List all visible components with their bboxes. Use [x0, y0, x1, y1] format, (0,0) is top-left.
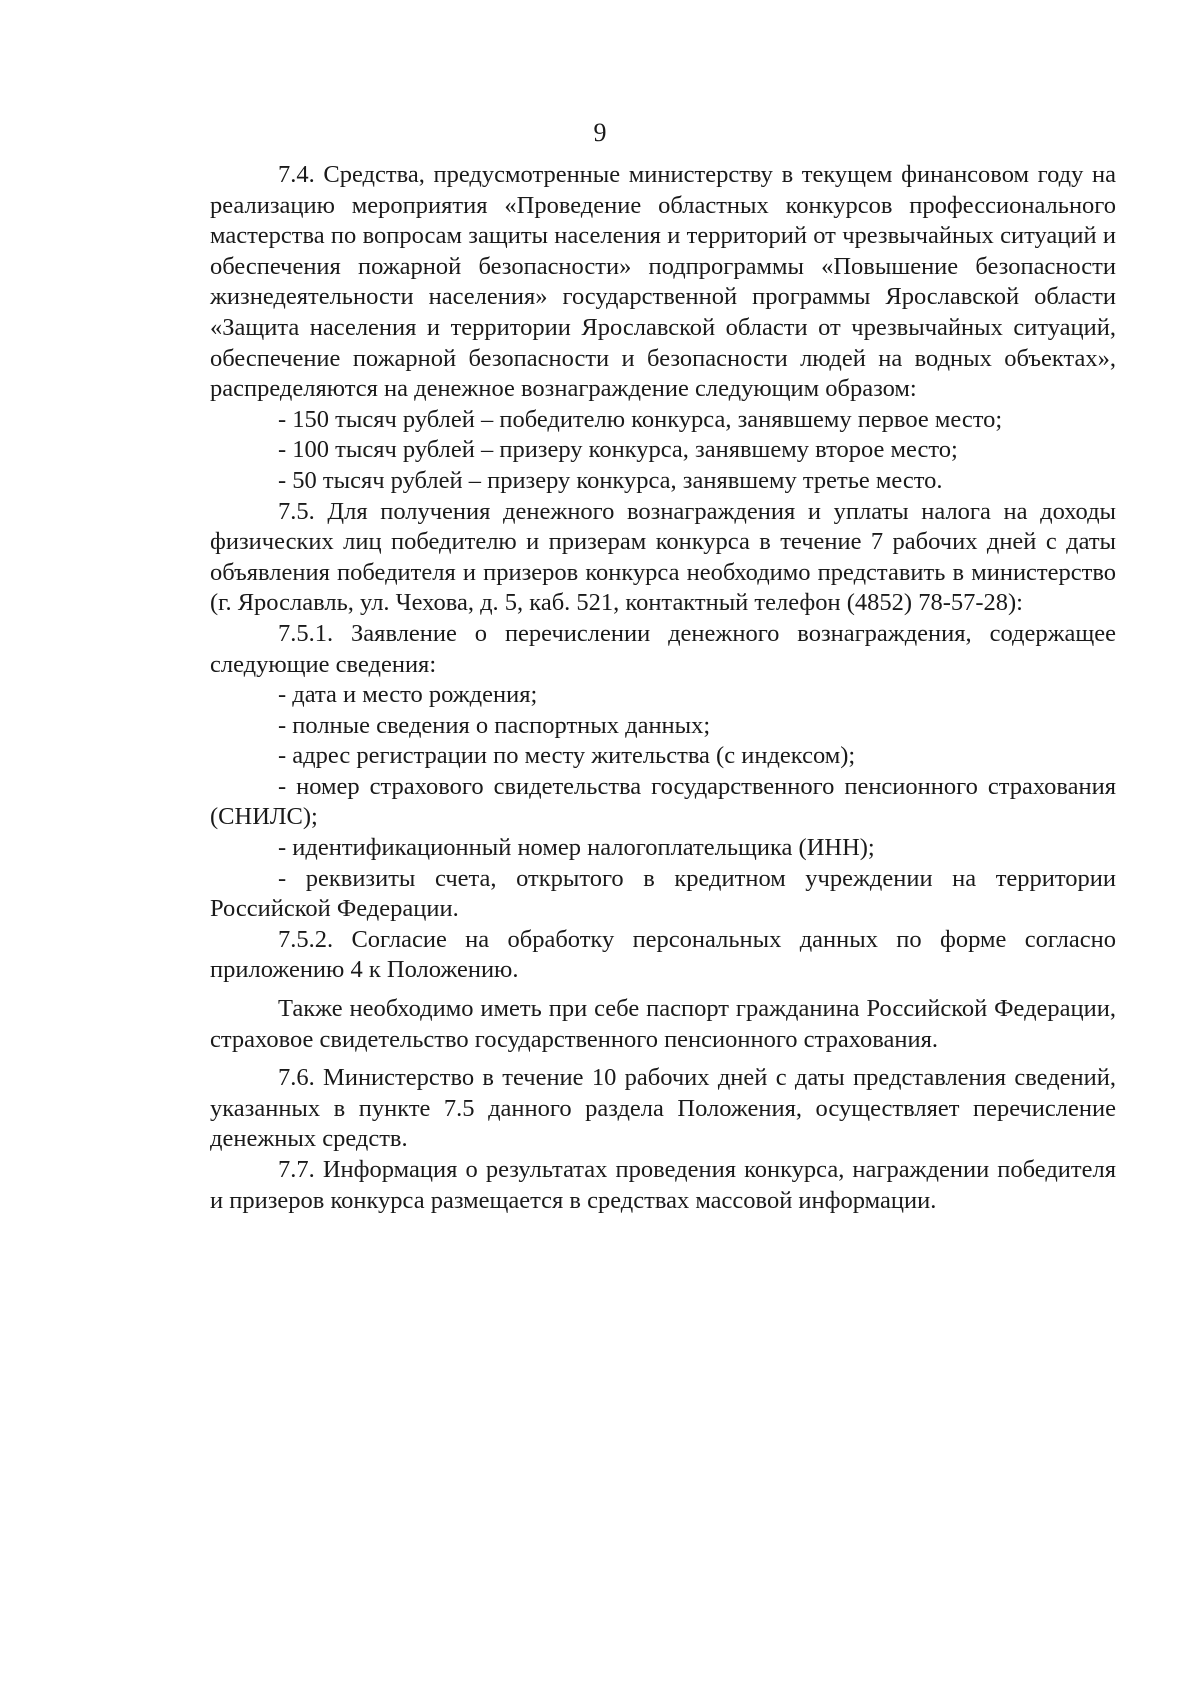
page-number: 9 [593, 118, 607, 147]
required-info-snils: - номер страхового свидетельства государственного пенсионного страхования (СНИЛС); [210, 772, 1116, 831]
paragraph-also-required: Также необходимо иметь при себе паспорт гражданина Российской Федерации, страховое свидетельство государственного пенсионного страхования. [210, 995, 1116, 1053]
paragraph-7-7: 7.7. Информация о результатах проведения конкурса, награждении победителя и призеров конкурса размещается в средствах массовой информации. [210, 1156, 1116, 1214]
paragraph-7-4: 7.4. Средства, предусмотренные министерству в текущем финансовом году на реализацию мероприятия «Проведение областных конкурсов профессионального мастерства по вопросам защиты населения и территорий от чрезвычайных ситуаций и обеспечения пожарной безопасности» подпрограммы «Повышение безопасности жизнедеятельности населения» государственной программы Ярославской области «Защита населения и территории Ярославской области от чрезвычайных ситуаций, обеспечение пожарной безопасности и безопасности людей на водных объектах», распределяются на денежное вознаграждение следующим образом: [210, 161, 1116, 403]
prize-first-place: - 150 тысяч рублей – победителю конкурса, занявшему первое место; [278, 405, 1003, 433]
paragraph-7-5-1: 7.5.1. Заявление о перечислении денежного вознаграждения, содержащее следующие сведения: [210, 619, 1116, 678]
prize-second-place: - 100 тысяч рублей – призеру конкурса, занявшему второе место; [278, 436, 958, 464]
document-body [210, 160, 1116, 1216]
paragraph-7-6: 7.6. Министерство в течение 10 рабочих дней с даты представления сведений, указанных в пункте 7.5 данного раздела Положения, осуществляет перечисление денежных средств. [210, 1064, 1116, 1153]
paragraph-7-5: 7.5. Для получения денежного вознаграждения и уплаты налога на доходы физических лиц победителю и призерам конкурса в течение 7 рабочих дней с даты объявления победителя и призеров конкурса необходимо представить в министерство (г. Ярославль, ул. Чехова, д. 5, каб. 521, контактный телефон (4852) 78-57-28): [210, 497, 1116, 617]
required-info-birth: - дата и место рождения; [278, 681, 538, 709]
required-info-inn: - идентификационный номер налогоплательщика (ИНН); [278, 834, 875, 862]
required-info-bank-account: - реквизиты счета, открытого в кредитном учреждении на территории Российской Федерации. [210, 864, 1116, 923]
required-info-address: - адрес регистрации по месту жительства (с индексом); [278, 742, 856, 770]
paragraph-7-5-2: 7.5.2. Согласие на обработку персональных данных по форме согласно приложению 4 к Положению. [210, 925, 1116, 984]
required-info-passport: - полные сведения о паспортных данных; [278, 711, 711, 739]
prize-third-place: - 50 тысяч рублей – призеру конкурса, занявшему третье место. [278, 466, 943, 494]
